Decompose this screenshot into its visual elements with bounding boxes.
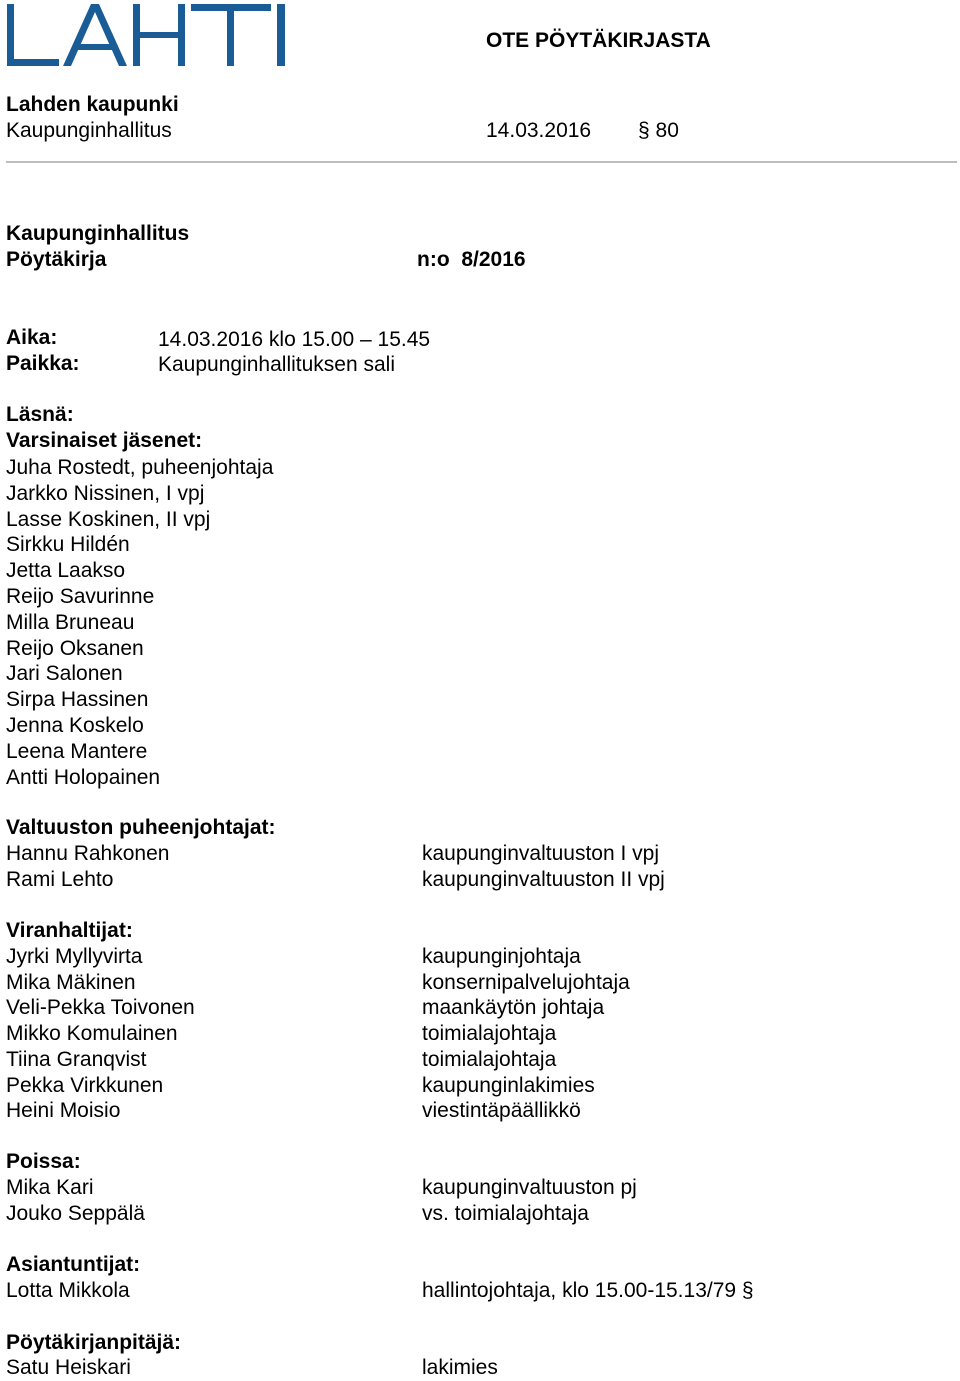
council-chairs-heading: Valtuuston puheenjohtajat: <box>6 816 276 839</box>
official-role: viestintäpäällikkö <box>422 1099 581 1122</box>
absent-role: vs. toimialajohtaja <box>422 1202 589 1225</box>
expert-role: hallintojohtaja, klo 15.00-15.13/79 § <box>422 1279 754 1302</box>
member-name: Leena Mantere <box>6 739 148 763</box>
member-name: Reijo Oksanen <box>6 636 144 660</box>
time-value: 14.03.2016 klo 15.00 – 15.45 <box>158 328 431 351</box>
council-chair-name: Rami Lehto <box>6 868 114 891</box>
official-name: Mikko Komulainen <box>6 1022 178 1045</box>
member-name: Antti Holopainen <box>6 765 161 789</box>
official-name: Tiina Granqvist <box>6 1048 147 1071</box>
lahti-logo <box>5 2 290 68</box>
place-label: Paikka: <box>6 352 80 375</box>
section-number: § 80 <box>638 119 679 142</box>
absent-heading: Poissa: <box>6 1150 81 1173</box>
members-heading: Varsinaiset jäsenet: <box>6 429 203 452</box>
member-name: Milla Bruneau <box>6 610 135 634</box>
member-name: Jetta Laakso <box>6 559 126 583</box>
council-chair-role: kaupunginvaltuuston I vpj <box>422 842 659 865</box>
member-name: Jari Salonen <box>6 662 123 686</box>
member-name: Sirpa Hassinen <box>6 688 149 712</box>
official-role: kaupunginlakimies <box>422 1074 595 1097</box>
absent-name: Mika Kari <box>6 1176 94 1199</box>
official-name: Heini Moisio <box>6 1099 121 1122</box>
header-date: 14.03.2016 <box>486 119 592 142</box>
official-name: Veli-Pekka Toivonen <box>6 996 195 1019</box>
minutes-number: n:o 8/2016 <box>417 248 526 271</box>
minutes-label: Pöytäkirja <box>6 248 107 271</box>
official-name: Pekka Virkkunen <box>6 1074 164 1097</box>
organization: Lahden kaupunki <box>6 93 179 116</box>
member-name: Sirkku Hildén <box>6 533 130 557</box>
secretary-name: Satu Heiskari <box>6 1356 131 1379</box>
official-name: Jyrki Myllyvirta <box>6 945 143 968</box>
officials-heading: Viranhaltijat: <box>6 919 133 942</box>
experts-heading: Asiantuntijat: <box>6 1253 141 1276</box>
minutes-body: Kaupunginhallitus <box>6 222 190 245</box>
official-role: konsernipalvelujohtaja <box>422 971 630 994</box>
official-role: maankäytön johtaja <box>422 996 605 1019</box>
member-name: Reijo Savurinne <box>6 584 155 608</box>
member-name: Lasse Koskinen, II vpj <box>6 507 211 531</box>
official-role: toimialajohtaja <box>422 1048 557 1071</box>
secretary-role: lakimies <box>422 1356 498 1379</box>
member-name: Jenna Koskelo <box>6 713 144 737</box>
expert-name: Lotta Mikkola <box>6 1279 130 1302</box>
header-body: Kaupunginhallitus <box>6 119 172 142</box>
member-name: Juha Rostedt, puheenjohtaja <box>6 456 274 479</box>
members-list <box>6 455 273 790</box>
absent-name: Jouko Seppälä <box>6 1202 145 1225</box>
place-value: Kaupunginhallituksen sali <box>158 353 395 376</box>
present-label: Läsnä: <box>6 403 74 426</box>
council-chair-role: kaupunginvaltuuston II vpj <box>422 868 665 891</box>
document-type: OTE PÖYTÄKIRJASTA <box>486 29 711 52</box>
absent-role: kaupunginvaltuuston pj <box>422 1176 637 1199</box>
official-role: toimialajohtaja <box>422 1022 557 1045</box>
council-chair-name: Hannu Rahkonen <box>6 842 170 865</box>
header-divider <box>6 161 957 163</box>
secretary-heading: Pöytäkirjanpitäjä: <box>6 1331 182 1354</box>
official-name: Mika Mäkinen <box>6 971 136 994</box>
official-role: kaupunginjohtaja <box>422 945 581 968</box>
time-label: Aika: <box>6 326 58 349</box>
member-name: Jarkko Nissinen, I vpj <box>6 481 205 505</box>
